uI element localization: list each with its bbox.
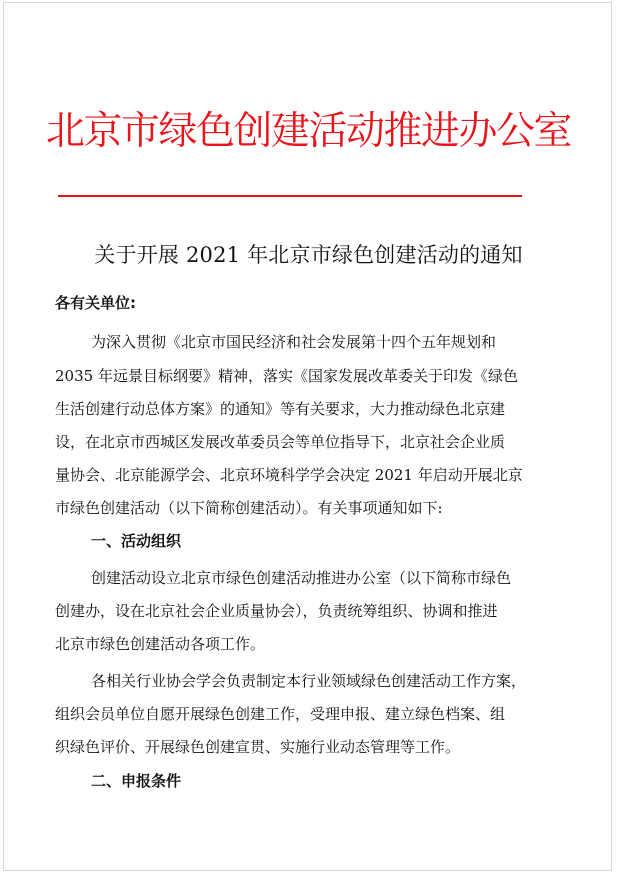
paragraph-line: 2035 年远景目标纲要》精神，落实《国家发展改革委关于印发《绿色 (55, 367, 518, 385)
section-heading-organization: 一、活动组织 (91, 532, 182, 550)
paragraph-line: 设，在北京市西城区发展改革委员会等单位指导下，北京社会企业质 (55, 433, 506, 451)
paragraph-line: 创建办，设在北京社会企业质量协会），负责统筹组织、协调和推进 (55, 602, 498, 620)
paragraph-line: 北京市绿色创建活动各项工作。 (55, 635, 266, 653)
document-title: 关于开展 2021 年北京市绿色创建活动的通知 (94, 243, 523, 267)
paragraph-line: 市绿色创建活动（以下简称创建活动）。有关事项通知如下: (55, 499, 443, 517)
paragraph-line: 生活创建行动总体方案》的通知》等有关要求，大力推动绿色北京建 (55, 400, 506, 418)
paragraph-line: 为深入贯彻《北京市国民经济和社会发展第十四个五年规划和 (91, 333, 497, 351)
paragraph-line: 创建活动设立北京市绿色创建活动推进办公室（以下简称市绿色 (91, 569, 512, 587)
header-red-rule (58, 195, 522, 197)
issuing-office-header: 北京市绿色创建活动推进办公室 (45, 109, 571, 154)
paragraph-line: 织绿色评价、开展绿色创建宣贯、实施行业动态管理等工作。 (55, 738, 461, 756)
salutation: 各有关单位: (55, 294, 136, 312)
paragraph-line: 组织会员单位自愿开展绿色创建工作，受理申报、建立绿色档案、组 (55, 705, 506, 723)
paragraph-line: 量协会、北京能源学会、北京环境科学学会决定 2021 年启动开展北京 (55, 466, 523, 484)
section-heading-conditions: 二、申报条件 (91, 772, 182, 790)
paragraph-line: 各相关行业协会学会负责制定本行业领域绿色创建活动工作方案， (91, 672, 527, 690)
